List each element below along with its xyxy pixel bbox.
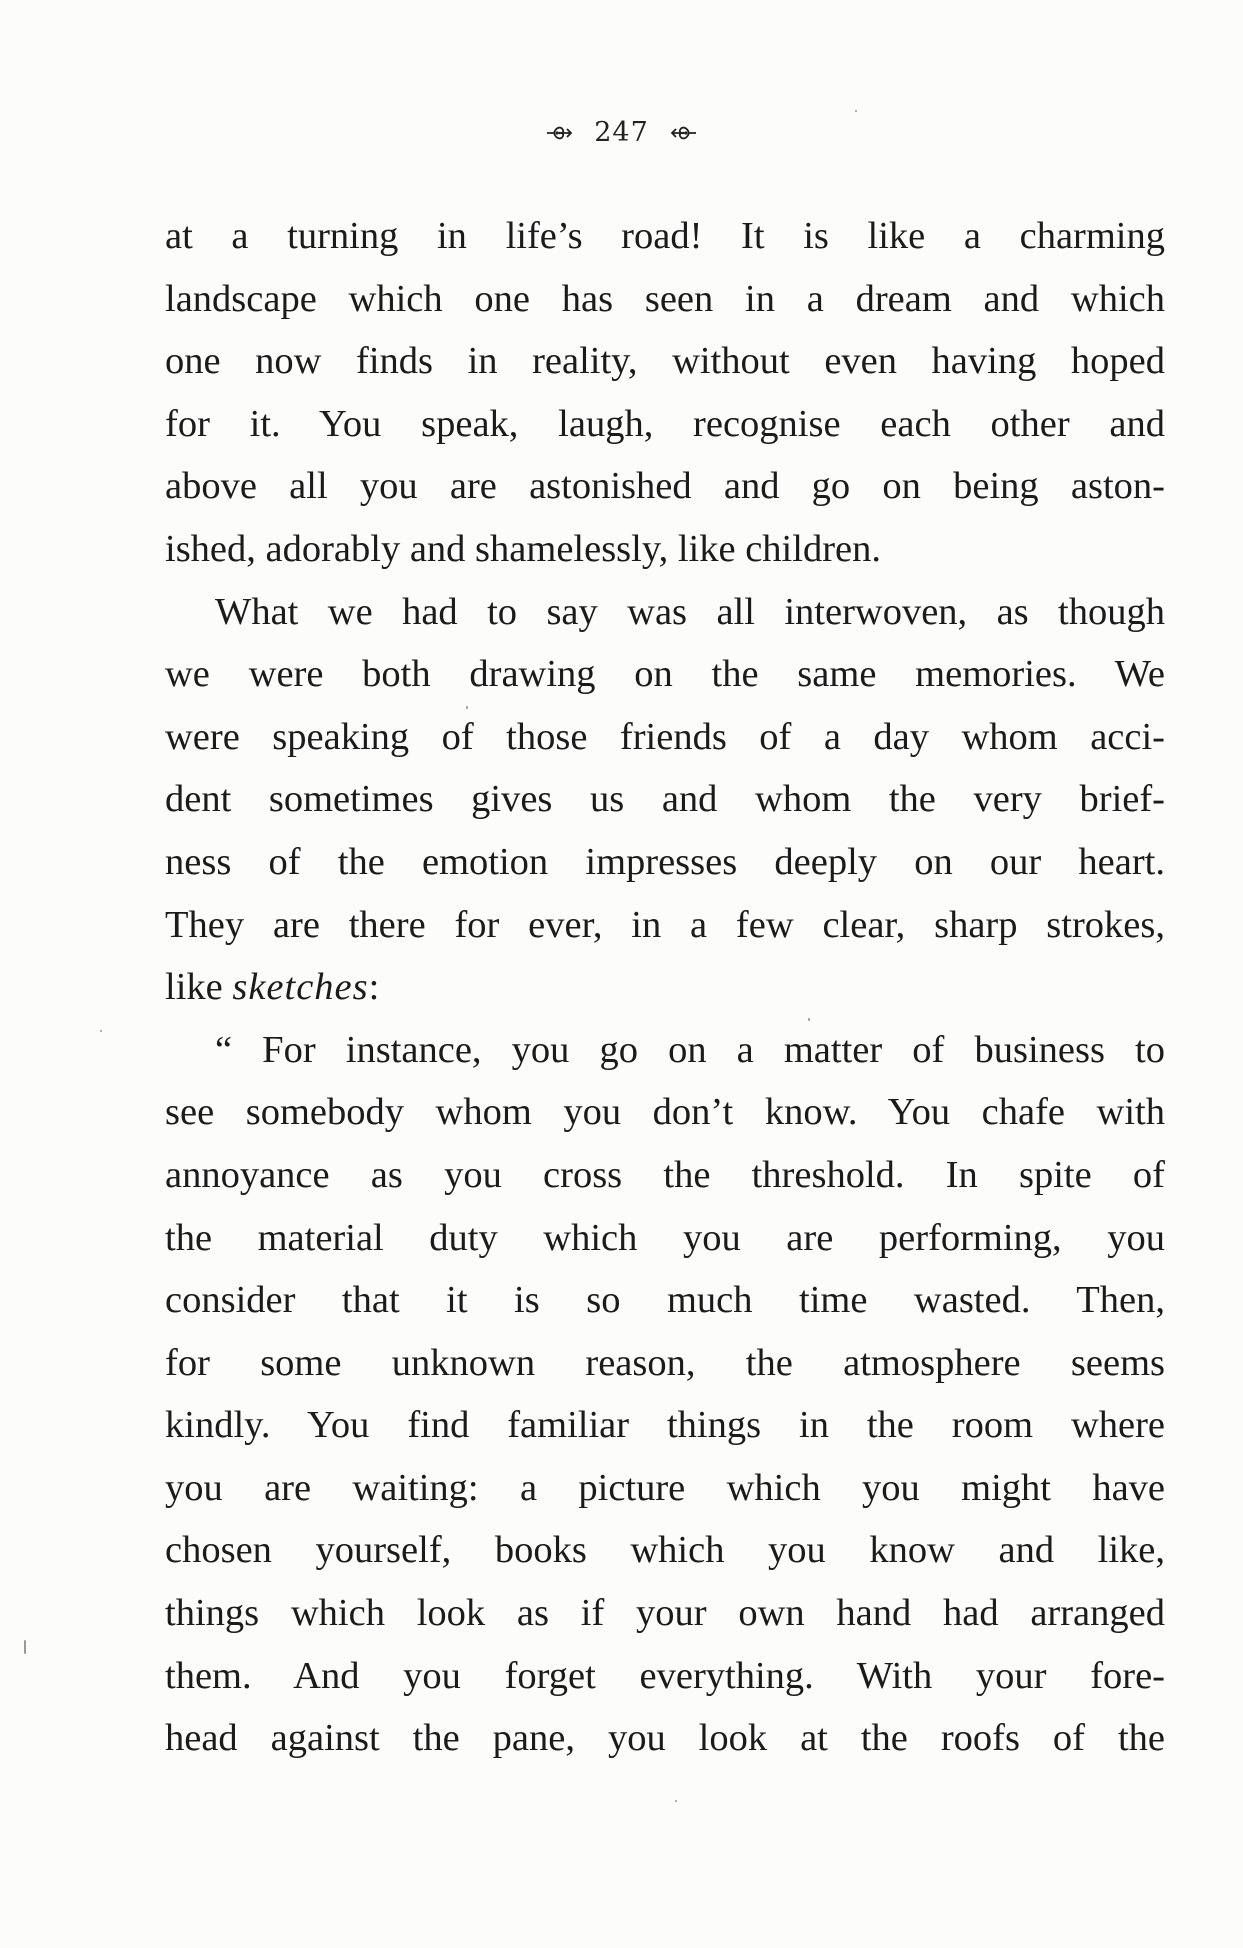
paper-speck: [24, 1640, 26, 1654]
text-line: ished, adorably and shamelessly, like children.: [165, 527, 881, 570]
paper-speck: [675, 1800, 677, 1802]
text-line: head against the pane, you look at the roofs of the: [165, 1717, 1165, 1760]
text-line: They are there for ever, in a few clear, sharp strokes,: [165, 903, 1165, 946]
text-fragment: :: [368, 966, 380, 1009]
text-line: chosen yourself, books which you know and like,: [165, 1529, 1165, 1572]
text-line: at a turning in life’s road! It is like a charming: [165, 215, 1165, 257]
paper-speck: [808, 1018, 810, 1021]
paper-speck: [100, 1030, 102, 1032]
text-line: kindly. You find familiar things in the room where: [165, 1404, 1165, 1447]
text-line: ness of the emotion impresses deeply on our heart.: [165, 840, 1165, 883]
text-line: for it. You speak, laugh, recognise each other and: [165, 402, 1165, 445]
text-line: annoyance as you cross the threshold. In spite of: [165, 1153, 1165, 1196]
text-line: “ For instance, you go on a matter of business to: [215, 1028, 1165, 1071]
text-line: you are waiting: a picture which you might have: [165, 1466, 1165, 1509]
text-line: for some unknown reason, the atmosphere seems: [165, 1341, 1165, 1384]
text-line: see somebody whom you don’t know. You chafe with: [165, 1091, 1165, 1134]
paper-speck: [466, 706, 468, 709]
text-line: landscape which one has seen in a dream and which: [165, 277, 1165, 320]
paper-speck: [855, 110, 857, 112]
text-line: things which look as if your own hand had arranged: [165, 1592, 1165, 1635]
text-line: consider that it is so much time wasted. Then,: [165, 1279, 1165, 1322]
text-line: one now finds in reality, without even having hoped: [165, 340, 1165, 383]
text-line: What we had to say was all interwoven, as though: [215, 590, 1165, 633]
text-line: we were both drawing on the same memories. We: [165, 653, 1165, 696]
text-line: them. And you forget everything. With your fore-: [165, 1654, 1165, 1697]
text-line: dent sometimes gives us and whom the very brief-: [165, 778, 1165, 821]
text-line: above all you are astonished and go on being aston-: [165, 465, 1165, 508]
page-header: [0, 118, 1243, 146]
italic-word: sketches: [232, 966, 369, 1009]
fleuron-left-icon: [545, 121, 575, 145]
text-line: [165, 956, 1165, 1019]
page-number: 247: [594, 117, 649, 148]
text-fragment: like: [165, 966, 233, 1009]
fleuron-right-icon: [668, 121, 698, 145]
body-text: [165, 205, 1165, 1770]
text-line: the material duty which you are performing, you: [165, 1216, 1165, 1259]
text-line: were speaking of those friends of a day whom acci-: [165, 715, 1165, 758]
